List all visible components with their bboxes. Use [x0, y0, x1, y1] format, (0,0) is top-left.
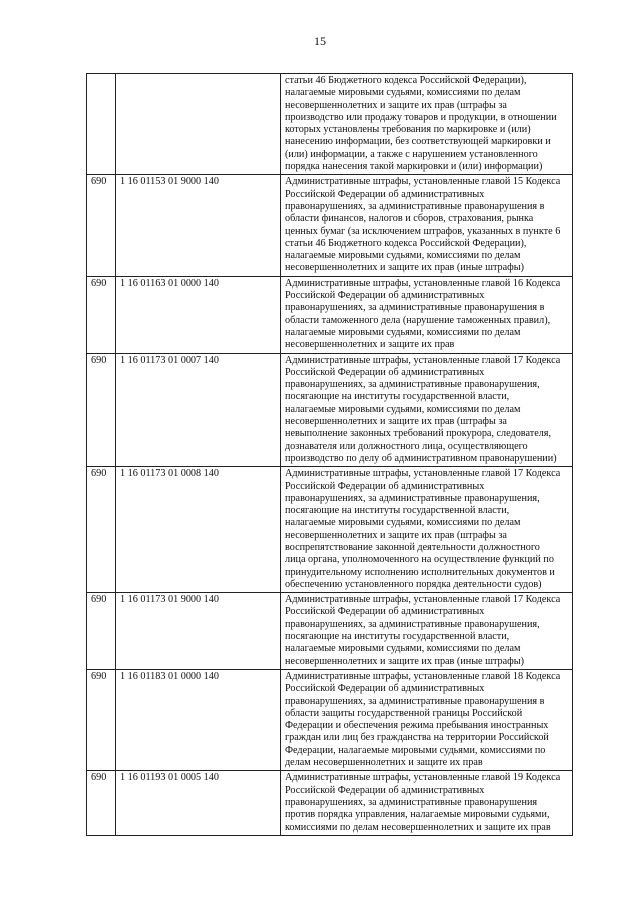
description-line: Российской Федерации об административных	[285, 606, 485, 618]
admin-code-cell: 690	[87, 771, 116, 835]
page-number: 15	[314, 34, 326, 48]
description-cell	[281, 276, 573, 353]
description-line: посягающие на институты государственной власти,	[285, 391, 510, 403]
description-cell	[281, 74, 573, 175]
budget-classification-code-cell: 1 16 01173 01 9000 140	[116, 593, 281, 670]
description-line: Административные штрафы, установленные главой 15 Кодекса	[285, 176, 561, 188]
budget-classification-code-cell: 1 16 01173 01 0007 140	[116, 353, 281, 467]
description-cell	[281, 669, 573, 770]
description-line: Российской Федерации об административных	[285, 480, 485, 492]
description-line: против порядка управления, налагаемые мировыми судьями,	[285, 809, 550, 821]
description-line: правонарушениях, за административные правонарушения в	[285, 695, 545, 707]
description-line: несовершеннолетних и защите их прав (иные штрафы)	[285, 655, 525, 667]
description-line: воспрепятствование законной деятельности должностного	[285, 541, 540, 553]
description-line: несовершеннолетних и защите их прав	[285, 339, 455, 351]
table-row	[87, 467, 573, 593]
description-line: несовершеннолетних и защите их прав (иные штрафы)	[285, 262, 525, 274]
description-line: Федерации и обеспечения режима пребывания иностранных	[285, 720, 549, 732]
table-row	[87, 771, 573, 835]
description-line: нанесению информации, без соответствующей маркировки и	[285, 136, 551, 148]
table-row	[87, 353, 573, 467]
description-line: принудительному исполнению исполнительных документов и	[285, 566, 555, 578]
description-line: Российской Федерации об административных	[285, 188, 485, 200]
description-line: делам несовершеннолетних и защите их прав	[285, 757, 483, 769]
table-row	[87, 74, 573, 175]
description-line: дознавателя или должностного лица, осуществляющего	[285, 440, 528, 452]
description-line: налагаемые мировыми судьями, комиссиями по делам	[285, 517, 521, 529]
description-line: области таможенного дела (нарушение таможенных правил),	[285, 314, 551, 326]
table-row	[87, 175, 573, 276]
budget-classification-code-cell: 1 16 01153 01 9000 140	[116, 175, 281, 276]
description-line: налагаемые мировыми судьями, комиссиями по делам	[285, 250, 521, 262]
table-body	[87, 74, 573, 836]
description-line: правонарушениях, за административные правонарушения в	[285, 200, 545, 212]
description-line: невыполнение законных требований прокурора, следователя,	[285, 428, 552, 440]
description-line: налагаемые мировыми судьями, комиссиями по делам	[285, 87, 521, 99]
description-cell	[281, 467, 573, 593]
table-row	[87, 276, 573, 353]
description-line: Федерации, налагаемые мировыми судьями, комиссиями по	[285, 744, 546, 756]
description-line: граждан или лиц без гражданства на территории Российской	[285, 732, 549, 744]
description-line: комиссиями по делам несовершеннолетних и защите их прав	[285, 821, 551, 833]
admin-code-cell: 690	[87, 353, 116, 467]
description-line: Административные штрафы, установленные главой 19 Кодекса	[285, 772, 561, 784]
description-line: Административные штрафы, установленные главой 16 Кодекса	[285, 277, 561, 289]
description-line: статьи 46 Бюджетного кодекса Российской Федерации),	[285, 75, 527, 86]
description-line: правонарушениях, за административные правонарушения	[285, 796, 538, 808]
description-line: налагаемые мировыми судьями, комиссиями по делам	[285, 643, 521, 655]
description-line: обеспечению установленного порядка деятельности судов)	[285, 578, 542, 590]
description-line: ценных бумаг (за исключением штрафов, указанных в пункте 6	[285, 225, 561, 237]
description-line: которых установлены требования по маркировке и (или)	[285, 124, 531, 136]
admin-code-cell: 690	[87, 669, 116, 770]
admin-code-cell: 690	[87, 175, 116, 276]
description-line: Российской Федерации об административных	[285, 683, 485, 695]
table-row	[87, 593, 573, 670]
description-line: несовершеннолетних и защите их прав (штрафы за	[285, 99, 507, 111]
description-line: Административные штрафы, установленные главой 17 Кодекса	[285, 468, 561, 480]
description-line: правонарушениях, за административные правонарушения,	[285, 379, 540, 391]
description-line: Административные штрафы, установленные главой 17 Кодекса	[285, 354, 561, 366]
admin-code-cell: 690	[87, 276, 116, 353]
description-line: Административные штрафы, установленные главой 17 Кодекса	[285, 594, 561, 606]
description-line: области финансов, налогов и сборов, страхования, рынка	[285, 213, 534, 225]
description-cell	[281, 175, 573, 276]
budget-classification-code-cell: 1 16 01163 01 0000 140	[116, 276, 281, 353]
description-line: Российской Федерации об административных	[285, 290, 485, 302]
description-line: несовершеннолетних и защите их прав (штрафы за	[285, 416, 507, 428]
description-line: посягающие на институты государственной власти,	[285, 505, 510, 517]
description-line: несовершеннолетних и защите их прав (штрафы за	[285, 529, 507, 541]
budget-classification-code-cell: 1 16 01193 01 0005 140	[116, 771, 281, 835]
budget-classification-code-cell	[116, 74, 281, 175]
description-line: (или) информации, а также с нарушением установленного	[285, 148, 538, 160]
description-line: Административные штрафы, установленные главой 18 Кодекса	[285, 670, 561, 682]
description-cell	[281, 771, 573, 835]
description-line: правонарушениях, за административные правонарушения,	[285, 618, 540, 630]
description-cell	[281, 353, 573, 467]
admin-code-cell: 690	[87, 593, 116, 670]
admin-code-cell: 690	[87, 467, 116, 593]
description-cell	[281, 593, 573, 670]
description-line: лица органа, уполномоченного на осуществление функций по	[285, 554, 554, 566]
description-line: производство по делу об административном правонарушении)	[285, 452, 557, 464]
admin-code-cell	[87, 74, 116, 175]
description-line: порядка нанесения такой маркировки и (или) информации)	[285, 161, 543, 173]
description-line: правонарушениях, за административные правонарушения в	[285, 302, 545, 314]
description-line: правонарушениях, за административные правонарушения,	[285, 492, 540, 504]
description-line: налагаемые мировыми судьями, комиссиями по делам	[285, 403, 521, 415]
description-line: производство или продажу товаров и продукции, в отношении	[285, 111, 557, 123]
budget-codes-table	[86, 73, 573, 836]
description-line: Российской Федерации об административных	[285, 784, 485, 796]
description-line: области защиты государственной границы Российской	[285, 707, 523, 719]
budget-classification-code-cell: 1 16 01183 01 0000 140	[116, 669, 281, 770]
description-line: посягающие на институты государственной власти,	[285, 631, 510, 643]
description-line: статьи 46 Бюджетного кодекса Российской Федерации),	[285, 237, 527, 249]
description-line: Российской Федерации об административных	[285, 366, 485, 378]
budget-classification-code-cell: 1 16 01173 01 0008 140	[116, 467, 281, 593]
description-line: налагаемые мировыми судьями, комиссиями по делам	[285, 326, 521, 338]
table-row	[87, 669, 573, 770]
